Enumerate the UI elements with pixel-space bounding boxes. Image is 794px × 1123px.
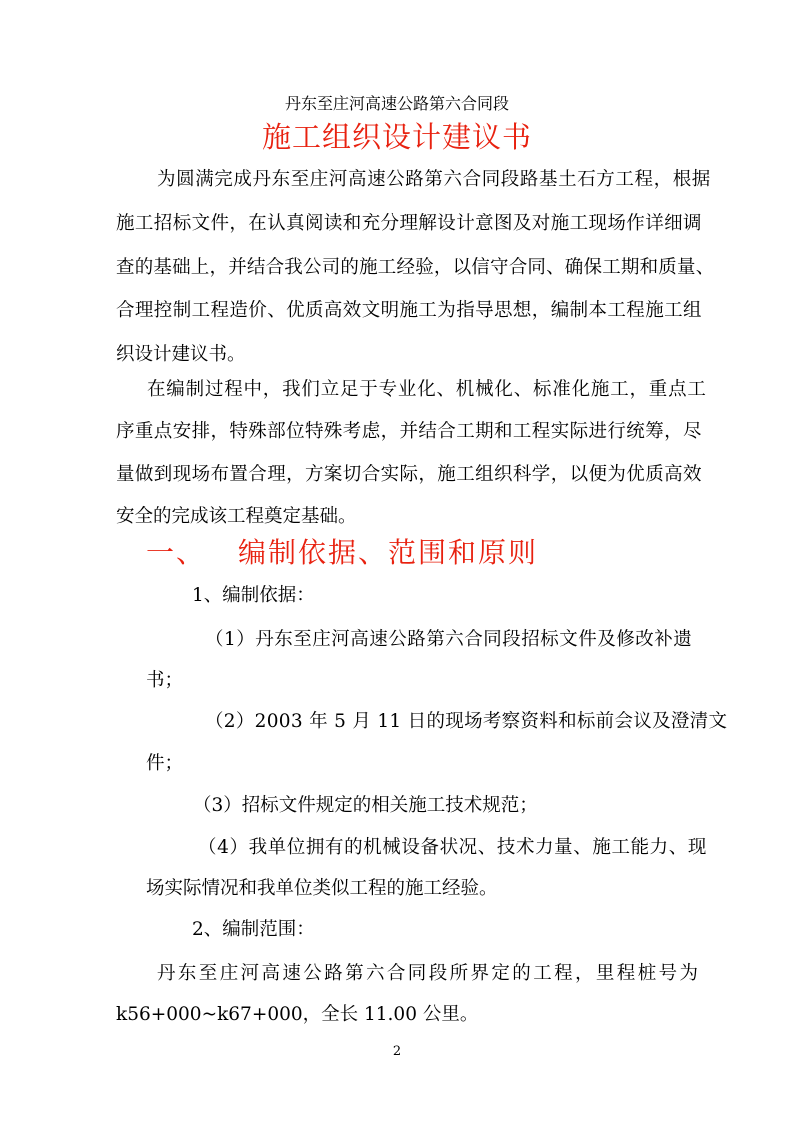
page-number: 2 bbox=[392, 1044, 402, 1059]
basis-heading: 1、编制依据： bbox=[192, 585, 315, 606]
intro-p1-line-2: 施工招标文件，在认真阅读和充分理解设计意图及对施工现场作详细调 bbox=[116, 213, 702, 234]
section-heading bbox=[146, 533, 538, 573]
intro-p2-line-2: 序重点安排，特殊部位特殊考虑，并结合工期和工程实际进行统筹，尽 bbox=[116, 421, 702, 442]
intro-p1-line-1: 为圆满完成丹东至庄河高速公路第六合同段路基土石方工程，根据 bbox=[157, 169, 711, 190]
document-title: 施工组织设计建议书 bbox=[261, 120, 532, 154]
intro-p1-line-5: 织设计建议书。 bbox=[116, 344, 246, 365]
intro-p2-line-4: 安全的完成该工程奠定基础。 bbox=[116, 506, 357, 527]
basis-item-1-line-1: （1）丹东至庄河高速公路第六合同段招标文件及修改补遗 bbox=[205, 629, 693, 650]
scope-text-line-1: 丹东至庄河高速公路第六合同段所界定的工程，里程桩号为 bbox=[157, 963, 701, 984]
section-number: 一、 bbox=[146, 536, 207, 569]
basis-item-4-line-2: 场实际情况和我单位类似工程的施工经验。 bbox=[146, 878, 498, 899]
basis-item-2-line-1: （2）2003 年 5 月 11 日的现场考察资料和标前会议及澄清文 bbox=[205, 711, 728, 732]
scope-heading: 2、编制范围： bbox=[192, 919, 315, 940]
intro-p1-line-4: 合理控制工程造价、优质高效文明施工为指导思想，编制本工程施工组 bbox=[116, 300, 702, 321]
intro-p1-line-3: 查的基础上，并结合我公司的施工经验，以信守合同、确保工期和质量、 bbox=[116, 257, 715, 278]
document-subtitle: 丹东至庄河高速公路第六合同段 bbox=[284, 94, 509, 113]
basis-item-3: （3）招标文件规定的相关施工技术规范； bbox=[193, 795, 538, 816]
scope-text-line-2: k56+000~k67+000，全长 11.00 公里。 bbox=[116, 1004, 479, 1025]
intro-p2-line-3: 量做到现场布置合理，方案切合实际，施工组织科学，以便为优质高效 bbox=[116, 464, 702, 485]
section-title: 编制依据、范围和原则 bbox=[238, 536, 539, 569]
basis-item-4-line-1: （4）我单位拥有的机械设备状况、技术力量、施工能力、现 bbox=[198, 837, 707, 858]
intro-p2-line-1: 在编制过程中，我们立足于专业化、机械化、标准化施工，重点工 bbox=[147, 379, 707, 400]
basis-item-1-line-2: 书； bbox=[146, 670, 184, 691]
basis-item-2-line-2: 件； bbox=[146, 753, 184, 774]
